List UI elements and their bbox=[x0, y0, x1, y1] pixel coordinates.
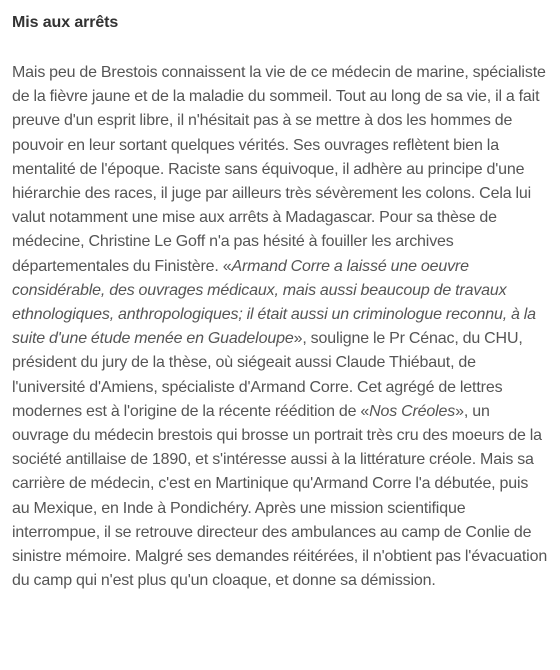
quote-segment: Armand Corre a laissé une oeuvre considérable, des ouvrages médicaux, mais aussi beaucoup de travaux ethnologiques, anthropologiques; il était aussi un criminologue reconnu, à la suite d'une étude menée en Guadeloupe bbox=[12, 257, 536, 348]
text-segment: Mais peu de Brestois connaissent la vie de ce médecin de marine, spécialiste de la fièvre jaune et de la maladie du sommeil. Tout au long de sa vie, il a fait preuve d'un esprit libre, il n'hésitait pas à se mettre à dos les hommes de pouvoir en leur sortant quelques vérités. Ses ouvrages reflètent bien la mentalité de l'époque. Raciste sans équivoque, il adhère au principe d'une hiérarchie des races, il juge par ailleurs très sévèrement les colons. Cela lui valut notamment une mise aux arrêts à Madagascar. Pour sa thèse de médecine, Christine Le Goff n'a pas hésité à fouiller les archives départementales du Finistère. « bbox=[12, 64, 546, 275]
article bbox=[12, 0, 548, 593]
text-segment: », un ouvrage du médecin brestois qui brosse un portrait très cru des moeurs de la société antillaise de 1890, et s'intéresse aussi à la littérature créole. Mais sa carrière de médecin, c'est en Martinique qu'Armand Corre l'a débutée, puis au Mexique, en Inde à Pondichéry. Après une mission scientifique interrompue, il se retrouve directeur des ambulances au camp de Conlie de sinistre mémoire. Malgré ses demandes réitérées, il n'obtient pas l'évacuation du camp qui n'est plus qu'un cloaque, et donne sa démission. bbox=[12, 402, 548, 590]
text-segment: », souligne le Pr Cénac, du CHU, président du jury de la thèse, où siégeait aussi Claude Thiébaut, de l'université d'Amiens, spécialiste d'Armand Corre. Cet agrégé de lettres modernes est à l'origine de la récente réédition de « bbox=[12, 330, 523, 420]
section-heading: Mis aux arrêts bbox=[12, 14, 119, 31]
article-paragraph bbox=[12, 61, 548, 593]
book-title: Nos Créoles bbox=[369, 402, 456, 420]
